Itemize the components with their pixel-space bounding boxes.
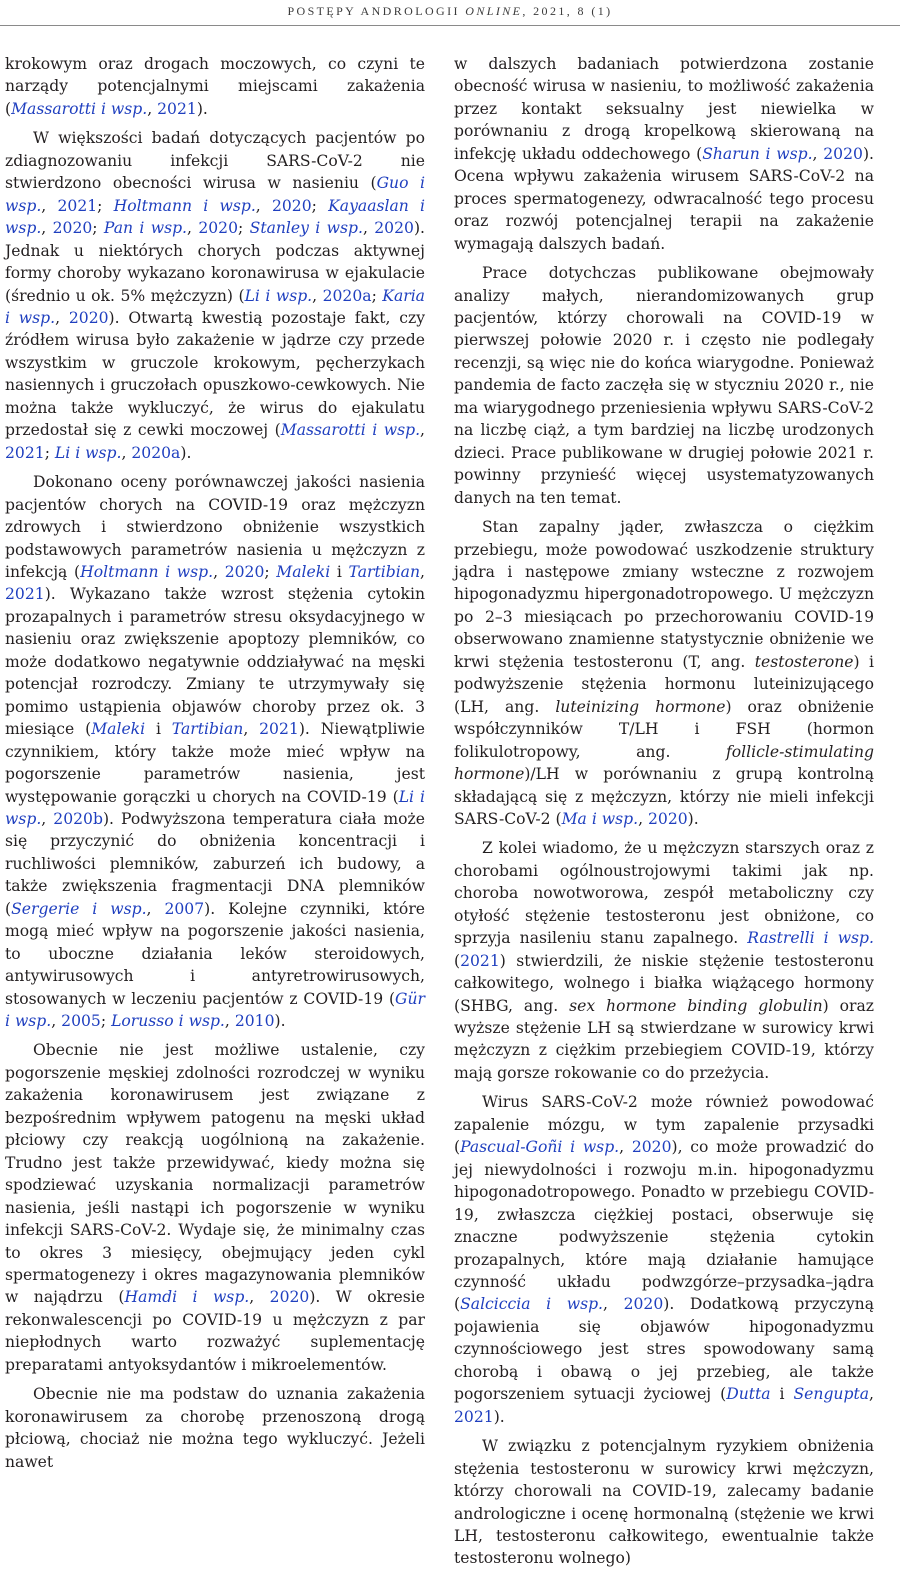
- text-run: ,: [638, 809, 648, 828]
- text-run: ;: [264, 562, 277, 581]
- italic-term: testosterone: [754, 652, 854, 671]
- citation-year-link[interactable]: 2021: [5, 443, 45, 462]
- paragraph: [454, 1091, 874, 1428]
- citation-year-link[interactable]: 2021: [454, 1407, 494, 1426]
- text-run: ). Podwyższona temperatura ciała może się przyczynić do obniżenia koncentracji i ruchliwości plemników, zaburzeń ich budowy, a także zwiększenia fragmentacji DNA plemników (: [5, 809, 425, 918]
- text-run: ;: [311, 196, 329, 215]
- text-run: ,: [224, 1012, 235, 1031]
- citation-author-link[interactable]: Sergerie i wsp.: [11, 899, 147, 918]
- journal-online: ONLINE: [465, 4, 523, 18]
- text-run: ,: [213, 562, 225, 581]
- text-run: ;: [238, 219, 250, 238]
- text-run: Stan zapalny jąder, zwłaszcza o ciężkim przebiegu, może powodować uszkodzenie struktury jądra i następowe zmiany wsteczne z rozwojem hipogonadyzmu hipergonadotropowego. U mężczyzn po 2–3 miesiącach po przechorowaniu COVID-19 obserwowano znamienne statystycznie obniżenie we krwi stężenia testosteronu (T, ang.: [454, 518, 874, 671]
- citation-author-link[interactable]: Rastrelli i wsp.: [747, 929, 874, 948]
- right-column: [454, 53, 874, 1570]
- text-run: ).: [274, 1012, 286, 1031]
- citation-year-link[interactable]: 2021: [157, 99, 197, 118]
- paragraph: [5, 471, 425, 1032]
- citation-author-link[interactable]: Lorusso i wsp.: [111, 1012, 225, 1031]
- citation-year-link[interactable]: 2020: [198, 219, 239, 238]
- citation-year-link[interactable]: 2020: [224, 562, 265, 581]
- citation-author-link[interactable]: Stanley i wsp.: [249, 219, 363, 238]
- paragraph: [5, 1383, 425, 1473]
- citation-author-link[interactable]: Ma i wsp.: [561, 809, 639, 828]
- paragraph: [5, 53, 425, 120]
- text-run: ;: [371, 286, 383, 305]
- citation-author-link[interactable]: Tartibian: [171, 720, 244, 739]
- text-run: ,: [420, 421, 425, 440]
- text-run: ). Ocena wpływu zakażenia wirusem SARS-CoV-2 na proces spermatogenezy, odwracalność tego procesu oraz rozwój potencjalnej terapii na zakażenie wymagają dalszych badań.: [454, 144, 874, 253]
- text-run: ,: [55, 308, 69, 327]
- citation-author-link[interactable]: Holtmann i wsp.: [80, 562, 214, 581]
- text-run: ,: [420, 562, 425, 581]
- text-run: ,: [51, 1012, 62, 1031]
- citation-year-link[interactable]: 2020: [823, 144, 863, 163]
- citation-author-link[interactable]: Karia i wsp.: [5, 286, 425, 327]
- citation-year-link[interactable]: 2020: [271, 196, 312, 215]
- citation-author-link[interactable]: Li i wsp.: [5, 787, 425, 828]
- text-run: ,: [146, 899, 165, 918]
- text-run: ,: [41, 809, 54, 828]
- citation-year-link[interactable]: 2007: [164, 899, 205, 918]
- citation-author-link[interactable]: Massarotti i wsp.: [11, 99, 148, 118]
- citation-author-link[interactable]: Gür i wsp.: [5, 989, 425, 1031]
- text-run: i: [330, 562, 349, 581]
- running-header: [0, 4, 900, 19]
- citation-author-link[interactable]: Li i wsp.: [244, 286, 313, 305]
- citation-year-link[interactable]: 2021: [460, 951, 500, 970]
- text-run: ,: [812, 144, 824, 163]
- text-run: ). Niewątpliwie czynnikiem, który także może mieć wpływ na pogorszenie parametrów nasienia, jest występowanie gorączki u chorych na COVID-19 (: [5, 720, 425, 806]
- text-run: ,: [249, 1288, 270, 1307]
- text-run: ,: [41, 219, 53, 238]
- italic-term: follicle-stimulating hormone: [454, 742, 874, 784]
- text-run: Obecnie nie ma podstaw do uznania zakażenia koronawirusem za chorobę przenoszoną drogą płciową, chociaż nie można tego wykluczyć. Jeżeli nawet: [5, 1385, 425, 1471]
- text-run: ;: [44, 443, 55, 462]
- text-run: ) i podwyższenie stężenia hormonu luteinizującego (LH, ang.: [454, 652, 874, 716]
- text-run: ,: [41, 196, 58, 215]
- citation-author-link[interactable]: Hamdi i wsp.: [124, 1288, 250, 1307]
- text-run: Z kolei wiadomo, że u mężczyzn starszych oraz z chorobami ogólnoustrojowymi takimi jak np. choroba nowotworowa, zespół metaboliczny czy otyłość stężenie testosteronu jest obniżone, co sprzyja nasileniu stanu zapalnego.: [454, 839, 874, 948]
- text-run: Wirus SARS-CoV-2 może również powodować zapalenie mózgu, w tym zapalenie przysadki (: [454, 1093, 874, 1157]
- text-run: ,: [255, 196, 272, 215]
- citation-author-link[interactable]: Maleki: [276, 562, 331, 581]
- text-run: (: [454, 951, 461, 970]
- text-run: ) stwierdzili, że niskie stężenie testosteronu całkowitego, wolnego i białka wiążącego hormony (SHBG, ang.: [454, 951, 874, 1015]
- citation-author-link[interactable]: Kayaaslan i wsp.: [5, 196, 426, 238]
- text-run: ).: [687, 809, 699, 828]
- text-run: ,: [362, 219, 375, 238]
- text-run: ,: [603, 1295, 624, 1314]
- text-run: ).: [180, 443, 192, 462]
- text-run: i: [770, 1385, 794, 1404]
- citation-author-link[interactable]: Sengupta: [793, 1385, 870, 1404]
- text-run: ). Wykazano także wzrost stężenia cytokin prozapalnych i parametrów stresu oksydacyjnego w nasieniu oraz zwiększenie apoptozy plemników, co może dodatkowo negatywnie oddziaływać na męski potencjał rozrodczy. Zmiany te utrzymywały się pomimo ustąpienia objawów choroby przez ok. 3 miesiące (: [5, 585, 425, 739]
- text-run: )/LH w porównaniu z grupą kontrolną składającą się z mężczyzn, którzy nie mieli infekcji SARS-CoV-2 (: [454, 765, 874, 828]
- citation-author-link[interactable]: Massarotti i wsp.: [280, 421, 421, 440]
- left-column: [5, 53, 425, 1473]
- citation-year-link[interactable]: 2020: [631, 1138, 672, 1157]
- text-run: krokowym oraz drogach moczowych, co czyni te narządy potencjalnymi miejscami zakażenia (: [5, 55, 425, 118]
- paragraph: [454, 53, 874, 255]
- text-run: Dokonano oceny porównawczej jakości nasienia pacjentów chorych na COVID-19 oraz mężczyzn zdrowych i stwierdzono obniżenie wszystkich podstawowych parametrów nasienia u mężczyzn z infekcją (: [5, 473, 425, 581]
- citation-author-link[interactable]: Pascual-Goñi i wsp.: [460, 1138, 620, 1157]
- citation-year-link[interactable]: 2020: [374, 219, 414, 238]
- citation-year-link[interactable]: 2005: [61, 1012, 101, 1031]
- text-run: Prace dotychczas publikowane obejmowały analizy małych, nierandomizowanych grup pacjentów, którzy chorowali na COVID-19 w pierwszej połowie 2020 r. i często nie podlegały recenzji, są więc nie do końca wiarygodne. Ponieważ pandemia de facto zaczęła się w styczniu 2020 r., nie ma wiarygodnego przeniesienia wpływu SARS-CoV-2 na liczbę ciąż, a tym bardziej na liczbę urodzonych dzieci. Prace publikowane w drugiej połowie 2021 r. powinny przynieść więcej usystematyzowanych danych na ten temat.: [454, 264, 874, 507]
- citation-year-link[interactable]: 2020b: [53, 809, 103, 828]
- text-run: ,: [243, 720, 260, 739]
- text-run: ,: [187, 219, 199, 238]
- citation-year-link[interactable]: 2020a: [322, 286, 372, 305]
- citation-year-link[interactable]: 2021: [259, 720, 299, 739]
- text-run: ,: [619, 1138, 632, 1157]
- text-run: ). Otwartą kwestią pozostaje fakt, czy źródłem wirusa było zakażenie w jądrze czy przede wszystkim w gruczole krokowym, pęcherzykach nasiennych i gruczołach opuszkowo-cewkowych. Nie można także wykluczyć, że wirus do ejakulatu przedostał się z cewki moczowej (: [5, 308, 426, 440]
- text-run: Obecnie nie jest możliwe ustalenie, czy pogorszenie męskiej zdolności rozrodczej w wyniku zakażenia koronawirusem jest związane z bezpośrednim wpływem patogenu na męski układ płciowy czy reakcją uogólnioną na zakażenie. Trudno jest także przewidywać, kiedy można się spodziewać uzyskania normalizacji parametrów nasienia, jeśli nastąpi ich pogorszenie w wyniku infekcji SARS-CoV-2. Wydaje się, że minimalny czas to okres 3 miesięcy, obejmujący jeden cykl spermatogenezy i okres magazynowania plemników w najądrzu (: [5, 1041, 425, 1307]
- citation-author-link[interactable]: Pan i wsp.: [103, 219, 188, 238]
- citation-author-link[interactable]: Salciccia i wsp.: [460, 1295, 604, 1314]
- paragraph: [5, 1039, 425, 1376]
- text-run: ;: [92, 219, 104, 238]
- citation-author-link[interactable]: Maleki: [91, 720, 146, 739]
- italic-term: luteinizing hormone: [555, 697, 726, 716]
- text-run: ;: [100, 1012, 112, 1031]
- italic-term: sex hormone binding globulin: [569, 996, 823, 1015]
- citation-year-link[interactable]: 2020: [647, 809, 688, 828]
- citation-author-link[interactable]: Dutta: [726, 1385, 771, 1404]
- paragraph: [454, 516, 874, 830]
- text-run: ). Kolejne czynniki, które mogą mieć wpływ na pogorszenie jakości nasienia, to uboczne działania leków steroidowych, antywirusowych i antyretrowirusowych, stosowanych w leczeniu pacjentów z COVID-19 (: [5, 899, 425, 1008]
- header-rule: [0, 25, 900, 26]
- citation-year-link[interactable]: 2020: [623, 1295, 664, 1314]
- text-run: ) oraz obniżenie współczynników T/LH i FSH (hormon folikulotropowy, ang.: [454, 697, 875, 761]
- paragraph: [454, 837, 874, 1084]
- citation-year-link[interactable]: 2021: [5, 585, 45, 604]
- citation-year-link[interactable]: 2010: [234, 1012, 275, 1031]
- paragraph: [454, 1435, 874, 1570]
- citation-year-link[interactable]: 2020: [52, 219, 93, 238]
- citation-year-link[interactable]: 2020: [68, 308, 109, 327]
- text-run: w dalszych badaniach potwierdzona zostanie obecność wirusa w nasieniu, to możliwość zakażenia przez kontakt seksualny jest niewielka w porównaniu z drogą kropelkową skierowaną na infekcję układu oddechowego (: [454, 55, 874, 163]
- journal-issue: , 2021, 8 (1): [522, 4, 613, 18]
- citation-year-link[interactable]: 2020: [269, 1288, 310, 1307]
- citation-year-link[interactable]: 2020a: [131, 443, 181, 462]
- journal-name: POSTĘPY ANDROLOGII: [287, 4, 460, 18]
- text-run: ) oraz wyższe stężenie LH są stwierdzane w surowicy krwi mężczyzn z ciężkim przebiegiem COVID-19, którzy mają gorsze rokowanie co do przeżycia.: [454, 996, 874, 1082]
- text-run: i: [145, 720, 172, 739]
- text-run: ). Dodatkową przyczyną pojawienia się objawów hipogonadyzmu czynnościowego jest stres spowodowany samą chorobą i obawą o jej przebieg, ale także pogorszeniem sytuacji życiowej (: [454, 1295, 874, 1404]
- text-run: ), co może prowadzić do jej niewydolności i rozwoju m.in. hipogonadyzmu hipogonadotropowego. Ponadto w przebiegu COVID-19, zwłaszcza ciężkiej postaci, obserwuje się znaczne podwyższenie stężenia cytokin prozapalnych, które mają działanie hamujące czynność układu podwzgórze–przysadka–jądra (: [454, 1138, 874, 1314]
- citation-author-link[interactable]: Sharun i wsp.: [702, 144, 813, 163]
- citation-author-link[interactable]: Guo i wsp.: [5, 174, 425, 215]
- citation-author-link[interactable]: Tartibian: [348, 562, 421, 581]
- text-run: ). W okresie rekonwalescencji po COVID-19 u mężczyzn z par niepłodnych warto rozważyć suplementację preparatami antyoksydantów i mikroelementów.: [5, 1288, 426, 1374]
- text-run: W większości badań dotyczących pacjentów po zdiagnozowaniu infekcji SARS-CoV-2 nie stwierdzono obecności wirusa w nasieniu (: [5, 129, 425, 193]
- citation-author-link[interactable]: Holtmann i wsp.: [113, 196, 256, 215]
- paragraph: [454, 262, 874, 509]
- text-run: ,: [312, 286, 323, 305]
- text-run: ).: [196, 99, 208, 118]
- text-run: W związku z potencjalnym ryzykiem obniżenia stężenia testosteronu w surowicy krwi mężczyzn, którzy chorowali na COVID-19, zalecamy badanie andrologiczne i ocenę hormonalną (stężenie we krwi LH, testosteronu całkowitego, ewentualnie także testosteronu wolnego): [454, 1437, 874, 1568]
- text-run: ,: [121, 443, 132, 462]
- text-run: ).: [493, 1407, 505, 1426]
- paragraph: [5, 127, 425, 464]
- text-run: ). Jednak u niektórych chorych podczas aktywnej formy choroby wykazano koronawirusa w ejakulacie (średnio u ok. 5% mężczyzn) (: [5, 219, 425, 305]
- text-run: ;: [97, 196, 114, 215]
- citation-author-link[interactable]: Li i wsp.: [54, 443, 122, 462]
- citation-year-link[interactable]: 2021: [57, 196, 98, 215]
- text-run: ,: [869, 1385, 874, 1404]
- text-run: ,: [147, 99, 158, 118]
